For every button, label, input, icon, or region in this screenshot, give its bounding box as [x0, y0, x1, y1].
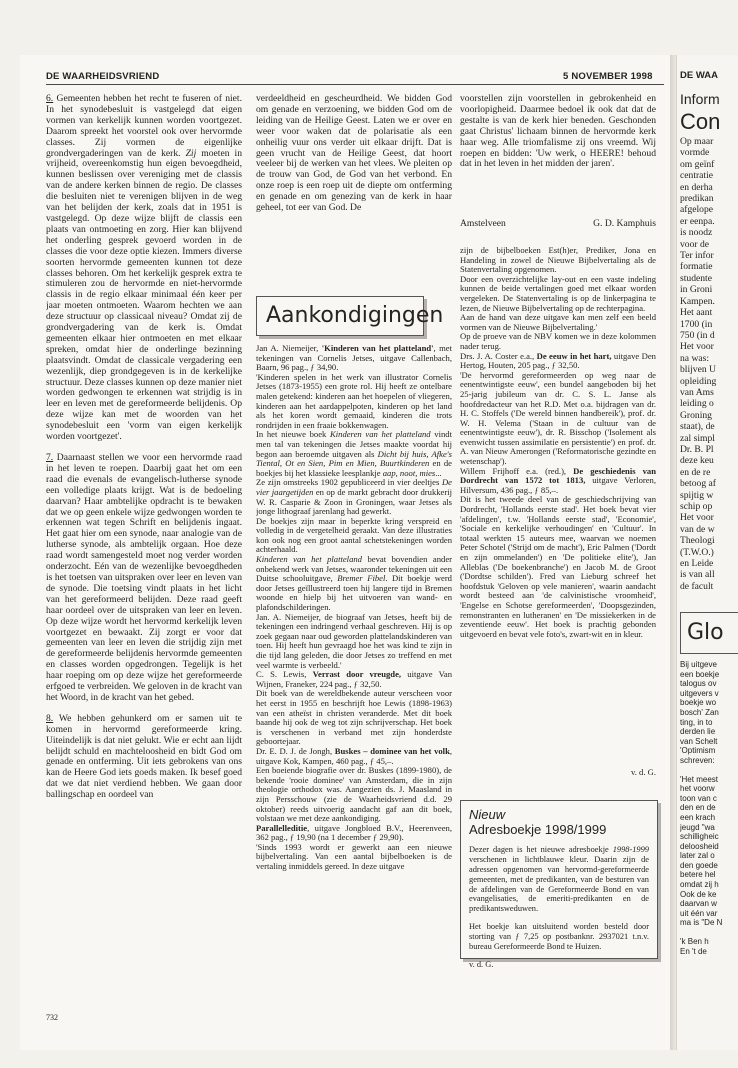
box-title: Adresboekje 1998/1999: [469, 822, 607, 837]
right-page-line: Kampen.: [680, 295, 715, 307]
column-2-announcements: [256, 344, 452, 1004]
right-page-line: deloosheid: [680, 841, 719, 851]
right-page-line: En 't de: [680, 946, 707, 956]
announcement-paragraph: zijn de bijbelboeken Est(h)er, Prediker, Jona en Handeling in zowel de Nieuwe Bijbelvertaling als de Statenvertaling opgenomen.: [460, 246, 656, 275]
column-2-article-end: verdeeldheid en gescheurdheid. We bidden God om genade en verzoening, we bidden God om de leiding van de Heilige Geest. Laten we er over en weer voor waken dat de polarisatie als een onheilig vuur ons verder uit elkaar drijft. Dat is geen vrucht van de Heilige Geest, dat hoort veeleer bij de werken van het vlees. We pleiten op de trouw van God, de God van het verbond. En onze roep is een roep uit de diepte om ontferming en genade en om genezing van de kerk in haar geheel, tot eer van God. De: [256, 94, 452, 214]
right-page-line: leiding o: [680, 398, 714, 410]
right-page-line: predikan: [680, 193, 714, 205]
announcement-paragraph: In het nieuwe boek Kinderen van het platteland vindt men tal van tekeningen die Jetses maakte voordat hij begon aan beroemde uitgaven als Dicht bij huis, Afke's Tiental, Ot en Sien, Pim en Mien, Buurtkinderen en de boekjes bij het klassieke leesplankje aap, noot, mies...: [256, 429, 452, 478]
new-address-book-box: [460, 800, 658, 970]
right-page-line: derden lie: [680, 727, 716, 737]
announcement-paragraph: Kinderen van het platteland bevat bovendien ander onbekend werk van Jetses, waaronder tekeningen uit een Duitse schooluitgave, Bremer Fibel. Dit boekje werd door Jetses geïllustreerd toen hij langere tijd in Bremen woonde en hielp bij het uitvoeren van wand- en plafondschilderingen.: [256, 554, 452, 613]
announcement-paragraph: Op de proeve van de NBV komen we in deze kolommen nader terug.: [460, 331, 656, 351]
right-page-line: [680, 928, 738, 937]
announcements-title: Aankondigingen: [266, 303, 444, 328]
signature-place: Amstelveen: [460, 218, 506, 229]
right-page-line: Ter infor: [680, 250, 714, 262]
right-page-line: studente: [680, 272, 712, 284]
right-page-line: blijven U: [680, 364, 716, 376]
right-page-line: ma is "De N: [680, 918, 723, 928]
article-paragraph: 7. Daarnaast stellen we voor een hervormde raad in het leven te roepen. Daarbij gaat het om een raad die evenals de evangelisch-lutherse synode een volledige plaats krijgt. Wat is de bedoeling daarvan? Haar ambtelijke opdracht is te bewaken dat we op geen enkele wijze gedwongen worden te erkennen wat tegen Schrift en belijdenis ingaat. Het gaat hier om een synode, naar analogie van de lutherse synode, als ambtelijk orgaan. Hoe deze raad wordt samengesteld moet nog verder worden onderzocht. Eén van de wezenlijke bevoegdheden is het toetsen van uitspraken over leer en leven van de synode. Die toetsing vindt plaats in het licht van het gereformeerd belijden. Deze raad geeft haar oordeel over de uitspraken van leer en leven. Op deze wijze wordt het hervormd kerkelijk leven voortgezet en bewaakt. Zij zorgt er voor dat gemeenten van leer en leven die strijdig zijn met de gereformeerde belijdenis hervormde gemeenten en classes worden opgedrongen. Tegelijk is het haar roeping om op deze wijze het gereformeerde erfgoed te verbreiden. We geloven in de kracht van het Woord, in de kracht van het gebed.: [46, 452, 242, 703]
right-page-line: voor de: [680, 238, 710, 250]
page-number: 732: [46, 1013, 58, 1022]
right-page-line: zal simpl: [680, 432, 715, 444]
announcement-paragraph: Jan. A. Niemeijer, de biograaf van Jetses, heeft bij de tekeningen een indringend verhaal geschreven. Hij is op zoek gegaan naar oud geworden plattelandskinderen van toen. Hij heeft hun gevraagd hoe het was kind te zijn in die tijd lang geleden, die door Jetses zo treffend en met veel warmte is verbeeld.': [256, 611, 452, 670]
right-page-line: centratie: [680, 170, 714, 182]
right-page-line: daarvan w: [680, 899, 717, 909]
column-1: [46, 94, 242, 1004]
right-page-line: (T.W.O.): [680, 546, 714, 558]
box-initials: v. d. G.: [469, 960, 494, 970]
box-paragraph: Het boekje kan uitsluitend worden besteld door storting van ƒ 7,25 op postbanknr. 2937021 t.n.v. bureau Gereformeerde Bond te Huizen.: [469, 922, 649, 951]
announcement-paragraph: Een boeiende biografie over dr. Buskes (1899-1980), de bekende 'rooie dominee' van Amsterdam, die in zijn theologie orthodox was. Aangezien ds. J. Maasland in zijn Persschouw (zie de Waarheidsvriend d.d. 29 oktober) reeds uitvoerig aandacht gaf aan dit boek, volstaan we met deze aankondiging.: [256, 765, 452, 824]
right-page-line: Het voor: [680, 512, 714, 524]
right-page-line: opleiding: [680, 375, 717, 387]
article-paragraph: 6. Gemeenten hebben het recht te fuseren of niet. In het synodebesluit is vastgelegd dat eigen vormen van kerkelijk kunnen worden voortgezet. Daarom spreekt het voorstel ook over hervormde classes. Zij vormen de eigenlijke grondvergaderingen van de kerk. Zij moeten in vrijheid, overeenkomstig hun eigen bevoegdheid, kunnen beslissen over vereniging met de classis van de andere kerken binnen de regio. De classes die besluiten niet te verenigen blijven in de weg van het belijden der kerk, zoals dat in 1951 is vastgelegd. Op deze wijze blijft de classis een plaats van ontmoeting en zorg. Hier kan blijvend het onderling gesprek gevoerd worden in de classes die voor deze optie kiezen. Immers diverse soorten hervormde gemeenten kunnen tot deze classes behoren. Om het kerkelijk gesprek extra te stimuleren zou de hervormde en niet-hervormde classis in de regio elkaar minimaal één keer per jaar moeten ontmoeten. Waarom hechten we aan deze structuur op classicaal niveau? Omdat zij de grondvergadering van de kerk is. Omdat gemeenten elkaar hier ontmoeten en met elkaar spreken, omdat hier de onderlinge bezinning plaatsvindt. Omdat de classicale vergadering een wezenlijk, diep grondgegeven is in de kerkelijke structuur. Deze classes kunnen op deze manier niet worden gedwongen te erkennen wat strijdig is in leer en leven met de gereformeerde belijdenis. Op deze wijze kan met de woorden van het synodebesluit een 'vorm van eigen kerkelijk worden voortgezet'.: [46, 94, 242, 443]
signature-name: G. D. Kamphuis: [593, 218, 656, 229]
right-page-line: [680, 766, 738, 775]
article-paragraph: 8. We hebben gehunkerd om er samen uit te komen in hervormd gereformeerde kring. Uiteindelijk is dat niet gelukt. Wie er echt aan lijdt belijdt schuld en machteloosheid en bidt God om genade en ontferming. Uit iets gebrokens van ons kan de Heere God iets goeds maken. Ik besef goed dat we dat niet verdiend hebben. We gaan door ballingschap en oordeel van: [46, 712, 242, 801]
right-page-kicker: Inform: [680, 91, 720, 107]
right-page-line: staat), de: [680, 421, 715, 433]
right-page-line: Groning: [680, 409, 712, 421]
right-page-box-title: Glo: [687, 620, 724, 645]
right-page-line: Theologi: [680, 535, 715, 547]
right-page-line: Dr. B. Pl: [680, 443, 714, 455]
right-page-line: na was:: [680, 352, 710, 364]
right-page-line: bosch' Zan: [680, 707, 719, 717]
announcement-paragraph: Ze zijn omstreeks 1902 gepubliceerd in vier deeltjes De vier jaargetijden en op de markt gebracht door drukkerij W. R. Casparie & Zoon in Groningen, waar Jetses als jonge lithograaf jarenlang had gewerkt.: [256, 477, 452, 517]
right-page-line: 'k Ben h: [680, 937, 709, 947]
right-page-box: [680, 612, 738, 654]
right-page-line: van Schelt: [680, 736, 718, 746]
column-3-article-end: voorstellen zijn voorstellen in gebrokenheid en voorlopigheid. Daarmee bedoel ik ook dat dat de gestalte is van de kerk hier beneden. Geschonden gaat Christus' lichaam binnen de hervormde kerk haar weg. Alle triomfalisme zij ons vreemd. Wij roepen en bidden: 'Uw werk, o HEERE! behoud dat in het leven in het midden der jaren'.: [460, 94, 656, 170]
announcement-paragraph: De boekjes zijn maar in beperkte kring verspreid en volledig in de vergetelheid geraakt. Van deze illustraties kon ook nog een groot aantal schetstekeningen worden achterhaald.: [256, 515, 452, 555]
right-page-line: in Groni: [680, 284, 713, 296]
right-page-line: betoog af: [680, 478, 716, 490]
right-page-line: om geïnf: [680, 158, 715, 170]
right-page-line: een krach: [680, 812, 716, 822]
right-page-line: jeugd "wa: [680, 822, 715, 832]
right-page-line: betere hel: [680, 870, 716, 880]
right-page-line: is van all: [680, 569, 715, 581]
right-page-line: en derha: [680, 181, 713, 193]
running-header-date: 5 NOVEMBER 1998: [563, 71, 653, 82]
right-page-line: later zal o: [680, 851, 715, 861]
right-page-line: er eenpa.: [680, 215, 715, 227]
right-page-line: uit één var: [680, 908, 718, 918]
column-3-initials: v. d. G.: [631, 767, 656, 777]
box-kicker: Nieuw: [469, 807, 506, 822]
right-page-line: 'Het meest: [680, 774, 718, 784]
right-page-line: vormde: [680, 147, 710, 159]
right-page-line: den en de: [680, 803, 716, 813]
right-page-line: van Ams: [680, 386, 714, 398]
right-page-line: schilligheic: [680, 832, 719, 842]
right-page-line: omdat zij h: [680, 880, 719, 890]
right-page-title: Con: [680, 109, 721, 134]
right-page-header: DE WAA: [680, 70, 718, 81]
right-page-line: het voorw: [680, 784, 715, 794]
box-paragraph: Dezer dagen is het nieuwe adresboekje 1998-1999 verschenen in lichtblauwe kleur. Daarin zijn de adressen opgenomen van hervormd-gereformeerde gemeenten, met de predikanten, van de besturen van de afdelingen van de Gereformeerde Bond en van evangelisaties, de emeriti-predikanten en de predikantsweduwen.: [469, 845, 649, 914]
right-page-line: is noodz: [680, 227, 713, 239]
right-page-line: schreven:: [680, 755, 715, 765]
announcement-paragraph: Jan A. Niemeijer, 'Kinderen van het platteland', met tekeningen van Cornelis Jetses, uitgave Callenbach, Baarn, 96 pag., ƒ 34,90.: [256, 344, 452, 373]
right-page-line: toon van c: [680, 793, 717, 803]
header-rule: [46, 84, 664, 85]
signature-line: [460, 219, 656, 231]
right-page-line: Het voor: [680, 341, 714, 353]
announcement-paragraph: 'Sinds 1993 wordt er gewerkt aan een nieuwe bijbelvertaling. Van een aantal bijbelboeken is de vertaling inmiddels gereed. In deze uitgave: [256, 841, 452, 872]
announcement-paragraph: Willem Frijhoff e.a. (red.), De geschiedenis van Dordrecht van 1572 tot 1813, uitgave Verloren, Hilversum, 436 pag., ƒ 85,–.: [460, 465, 656, 495]
right-page-line: den goede: [680, 860, 718, 870]
right-page-line: uitgevers v: [680, 688, 719, 698]
right-page-line: Bij uitgeve: [680, 660, 717, 669]
announcement-paragraph: Aan de hand van deze uitgave kan men zelf een beeld vormen van de Nieuwe Bijbelvertaling.': [460, 312, 656, 332]
right-page-line: de facult: [680, 580, 714, 592]
right-page-line: schip op: [680, 501, 713, 512]
right-page-line: talogus ov: [680, 679, 717, 689]
announcement-paragraph: Dr. E. D. J. de Jongh, Buskes – dominee van het volk, uitgave Kok, Kampen, 460 pag., ƒ 45,–.: [256, 745, 452, 766]
announcement-paragraph: Parallelleditie, uitgave Jongbloed B.V., Heerenveen, 362 pag., ƒ 19,90 (na 1 december ƒ 29,90).: [256, 822, 452, 843]
running-header-left: DE WAARHEIDSVRIEND: [46, 71, 160, 82]
announcements-heading-box: [256, 296, 444, 336]
announcement-paragraph: 'De hervormd gereformeerden op weg naar de eenentwintigste eeuw', een bundel aangeboden bij het 25-jarig jubileum van dr. C. S. L. Janse als hoofdredacteur van het R.D. Met o.a. bijdragen van dr. H. C. Stoffels ('De wereld binnen handbereik'), prof. dr. W. H. Velema ('Staan in de cultuur van de eenentwintigste eeuw'), dr. R. Bisschop ('Isolement als evenwicht tussen assimilatie en persistentie') en prof. dr. A. van Nieuw Amerongen ('Reformatorische gezindte en wetenschap').: [460, 369, 656, 467]
right-page-line: Ook de ke: [680, 889, 717, 899]
right-page-column: [680, 136, 738, 592]
right-page-line: Op maar: [680, 136, 714, 147]
right-page-line: van de w: [680, 523, 715, 535]
right-page-line: boekje wo: [680, 698, 717, 708]
announcement-paragraph: Dit boek van de wereldbekende auteur verscheen voor het eerst in 1955 en beschrijft hoe Lewis (1898-1963) van een atheïst in christen veranderde. Met dit boek baande hij ook de weg tot zijn schrijverschap. Het boek is verschenen in verband met zijn honderdste geboortejaar.: [256, 688, 452, 747]
announcement-paragraph: Dit is het tweede deel van de geschiedschrijving van Dordrecht, 'Hollands eerste stad'. Het boek bevat vier 'afdelingen', t.w. 'Hollands eerste stad', 'Economie', 'Sociale en kerkelijke verhoudingen' en 'Cultuur'. In totaal werkten 15 auteurs mee, waarvan we noemen Peter Schotel ('Strijd om de macht'), Eric Palmen ('Dordt en zijn ommelanden') en 'De politieke elite'), Jan Alleblas ('De boekenbranche') en Jacob M. de Groot ('Dordtse schilden'). Fred van Lieburg schreef het hoofdstuk 'Geloven op vele manieren', waarin aandacht wordt besteed aan 'de calvinistische vroomheid', 'Engelse en Schotse gereformeerden', 'Doopsgezinden, remonstranten en lutheranen' en 'De missiekerken in de zeventiende eeuw'. Het boek is prachtig gebonden uitgevoerd en bevat vele foto's, zwart-wit en in kleur.: [460, 494, 656, 639]
right-page-line: formatie: [680, 261, 713, 273]
announcement-paragraph: Door een overzichtelijke lay-out en een vaste indeling kunnen de beide vertalingen goed met elkaar worden vergeleken. De Statenvertaling is op de linkerpagina te lezen, de Nieuwe Bijbelvertaling op de rechterpagina.: [460, 273, 656, 313]
right-page-line: Het aant: [680, 307, 713, 319]
announcement-paragraph: C. S. Lewis, Verrast door vreugde, uitgave Van Wijnen, Franeker, 224 pag., ƒ 32,50.: [256, 669, 452, 689]
announcement-paragraph: 'Kinderen spelen in het werk van illustrator Cornelis Jetses (1873-1955) een grote rol. Hij heeft ze ontelbare malen getekend: kinderen aan het hoepelen of vliegeren, kinderen aan het aardappelpoten, kinderen op het land als het koren wordt gemaaid, kinderen die trots rondrijden in een fraaie bokkenwagen.: [256, 371, 452, 430]
column-3-announcements: [460, 246, 656, 761]
box-body: [469, 845, 649, 951]
right-page-line: een boekje: [680, 669, 720, 679]
right-page-box-column: [680, 660, 738, 956]
right-page-line: 750 (in d: [680, 329, 715, 341]
right-page-line: en Leide: [680, 558, 714, 570]
right-page-line: afgelope: [680, 204, 714, 216]
right-page-line: ting, in to: [680, 717, 713, 727]
right-page-line: deze keu: [680, 455, 714, 467]
right-page-line: en de re: [680, 466, 711, 478]
announcement-paragraph: Drs. J. A. Coster e.a., De eeuw in het hart, uitgave Den Hertog, Houten, 205 pag., ƒ 32,50.: [460, 350, 656, 371]
right-page-line: 1700 (in: [680, 318, 713, 330]
right-page-line: 'Optimism: [680, 746, 716, 756]
right-page-line: spijtig w: [680, 489, 714, 501]
